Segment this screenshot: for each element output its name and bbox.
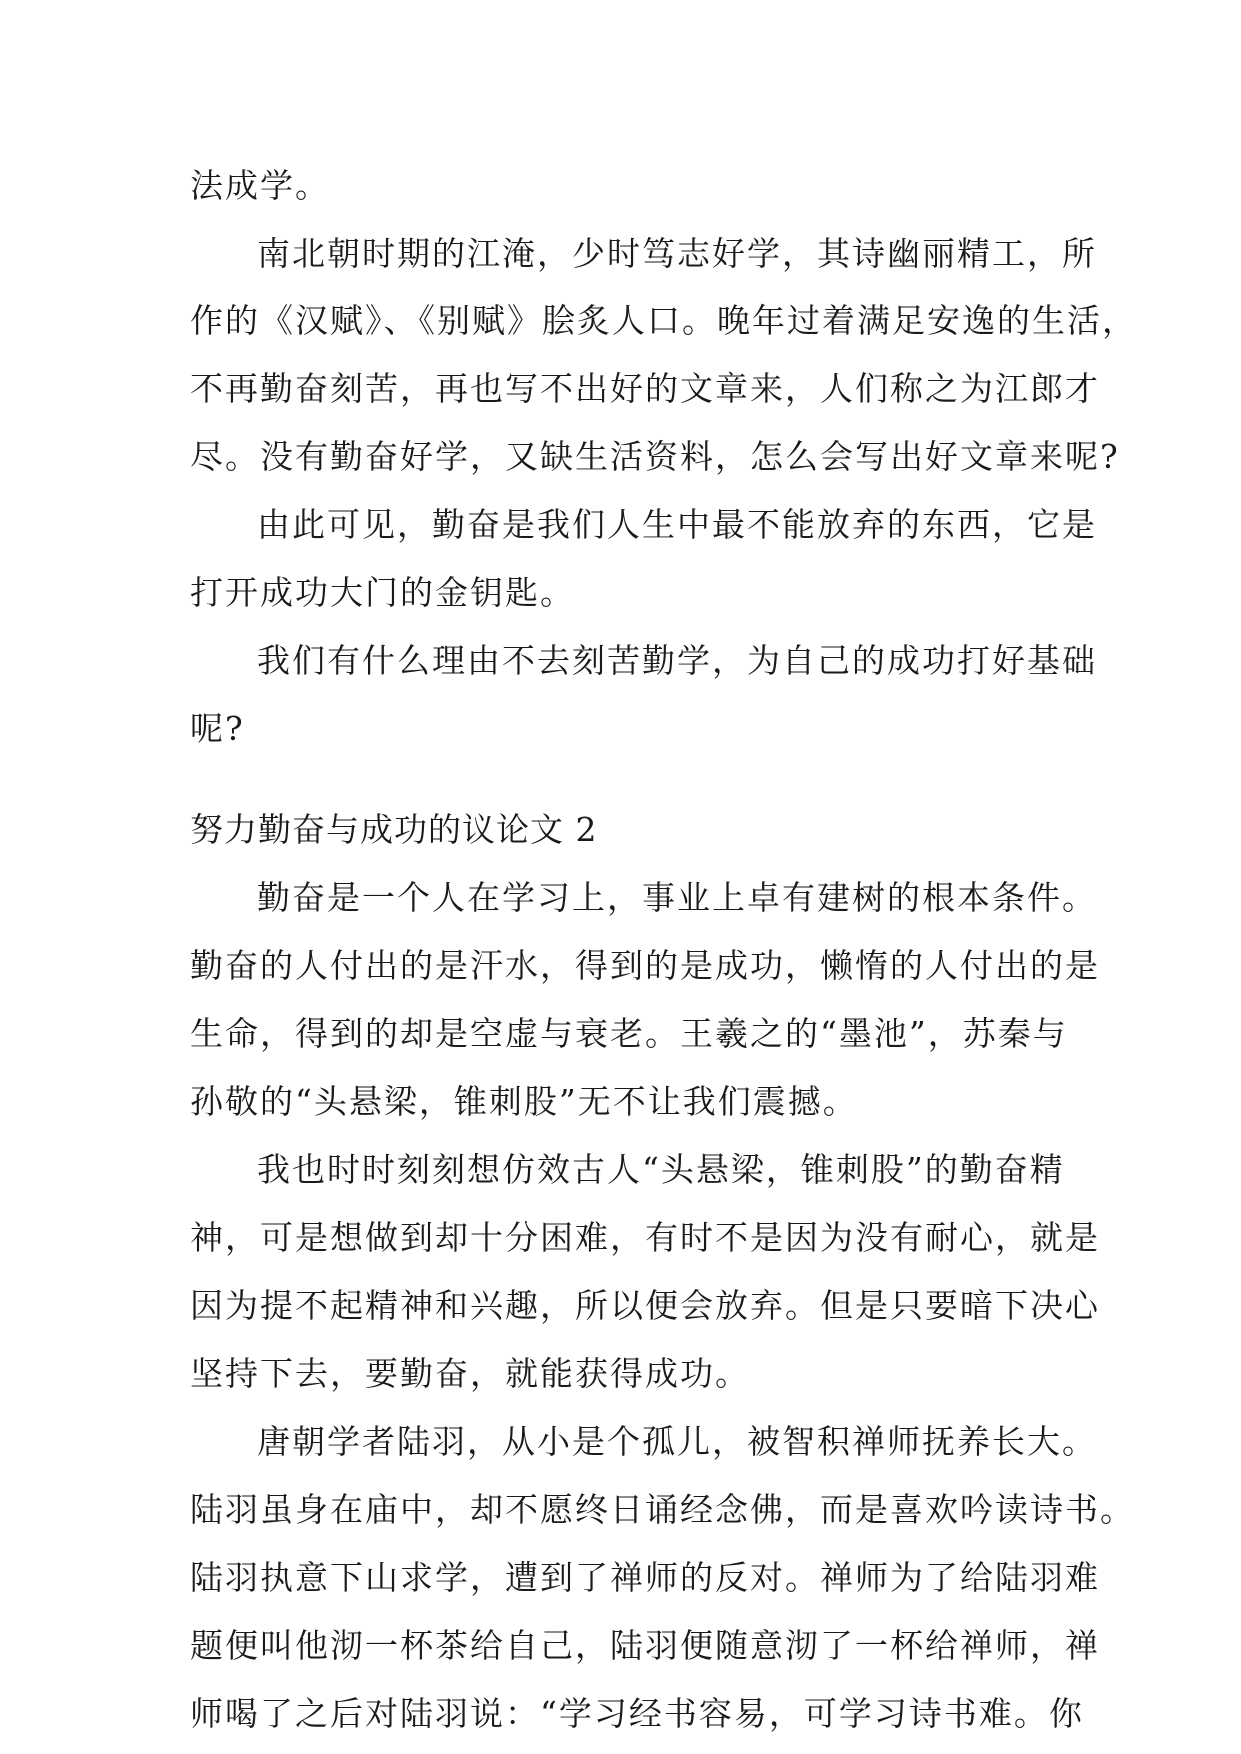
text-line: 题便叫他沏一杯茶给自己，陆羽便随意沏了一杯给禅师，禅 — [190, 1626, 1100, 1665]
text-line: 坚持下去，要勤奋，就能获得成功。 — [190, 1354, 750, 1393]
text-line: 因为提不起精神和兴趣，所以便会放弃。但是只要暗下决心 — [190, 1286, 1100, 1325]
text-line: 师喝了之后对陆羽说：“学习经书容易，可学习诗书难。你 — [190, 1694, 1084, 1733]
text-line: 孙敬的“头悬梁，锥刺股”无不让我们震撼。 — [190, 1082, 858, 1121]
text-line: 陆羽虽身在庙中，却不愿终日诵经念佛，而是喜欢吟读诗书。 — [190, 1490, 1135, 1529]
text-line: 作的《汉赋》、《别赋》脍炙人口。晚年过着满足安逸的生活， — [190, 301, 1137, 340]
text-line: 神，可是想做到却十分困难，有时不是因为没有耐心，就是 — [190, 1218, 1100, 1257]
paragraph-start-line: 我也时时刻刻想仿效古人“头悬梁，锥刺股”的勤奋精 — [257, 1150, 1065, 1189]
text-line: 不再勤奋刻苦，再也写不出好的文章来，人们称之为江郎才 — [190, 369, 1100, 408]
text-line: 生命，得到的却是空虚与衰老。王羲之的“墨池”，苏秦与 — [190, 1014, 1068, 1053]
paragraph-start-line: 勤奋是一个人在学习上，事业上卓有建树的根本条件。 — [257, 878, 1097, 917]
paragraph-start-line: 我们有什么理由不去刻苦勤学，为自己的成功打好基础 — [257, 641, 1097, 680]
text-line: 勤奋的人付出的是汗水，得到的是成功，懒惰的人付出的是 — [190, 946, 1100, 985]
paragraph-start-line: 由此可见，勤奋是我们人生中最不能放弃的东西，它是 — [257, 505, 1097, 544]
text-line: 呢? — [190, 709, 245, 748]
text-line: 打开成功大门的金钥匙。 — [190, 573, 575, 612]
text-line: 法成学。 — [190, 166, 330, 205]
paragraph-start-line: 南北朝时期的江淹，少时笃志好学，其诗幽丽精工，所 — [257, 234, 1097, 273]
text-line: 陆羽执意下山求学，遭到了禅师的反对。禅师为了给陆羽难 — [190, 1558, 1100, 1597]
text-line: 尽。没有勤奋好学，又缺生活资料，怎么会写出好文章来呢? — [190, 437, 1120, 476]
paragraph-start-line: 唐朝学者陆羽，从小是个孤儿，被智积禅师抚养长大。 — [257, 1422, 1097, 1461]
section-heading: 努力勤奋与成功的议论文 2 — [190, 810, 598, 849]
